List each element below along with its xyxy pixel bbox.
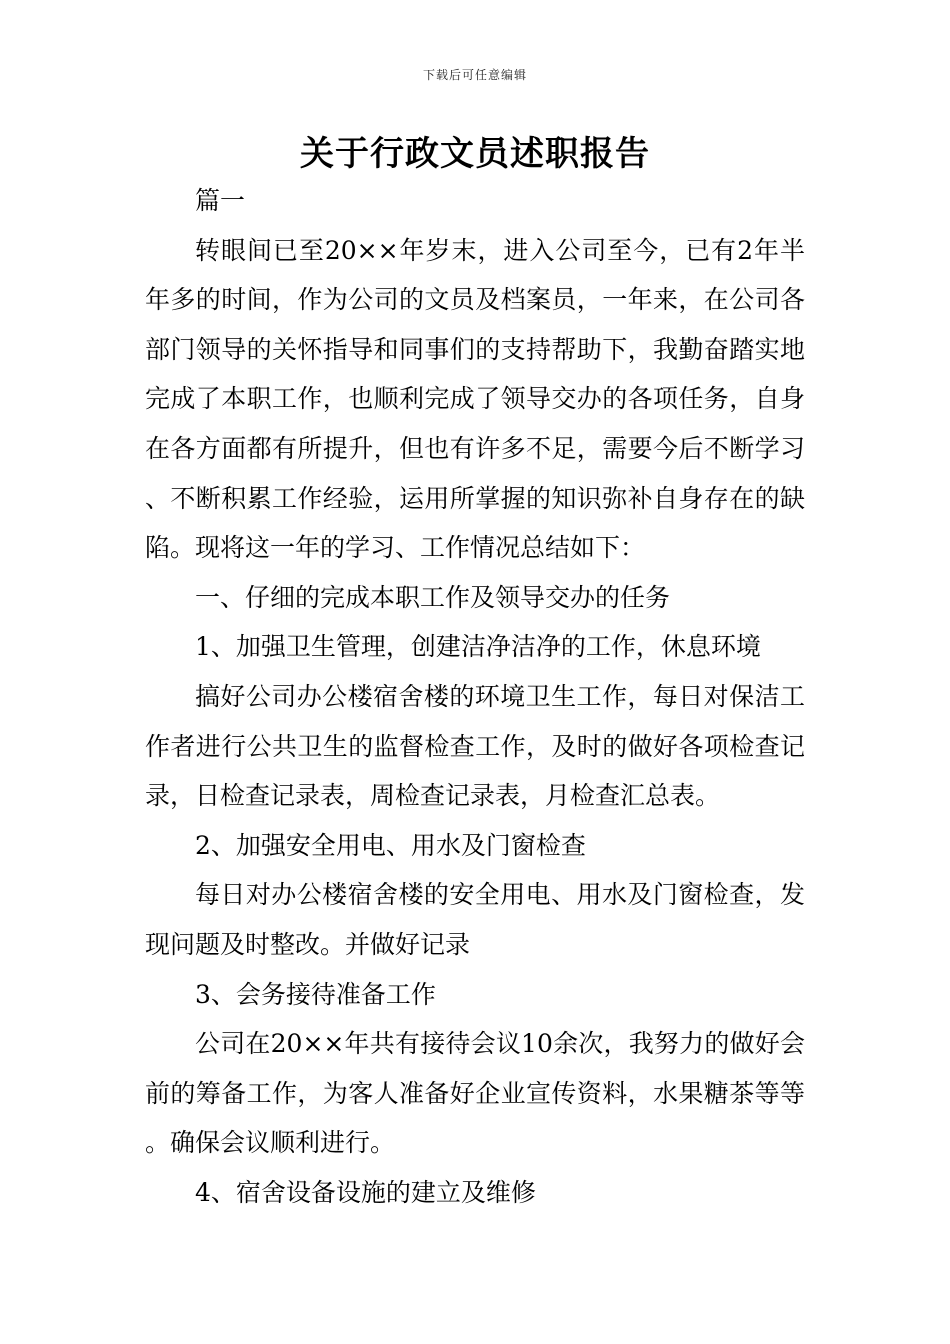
header-note: 下载后可任意编辑 <box>422 68 527 82</box>
subsection-heading: 3、会务接待准备工作 <box>195 979 436 1009</box>
document-title: 关于行政文员述职报告 <box>300 134 650 174</box>
paragraph: 转眼间已至20××年岁末，进入公司至今，已有2年半年多的时间，作为公司的文员及档案员，一年来，在公司各部门领导的关怀指导和同事们的支持帮助下，我勤奋踏实地完成了本职工作，也顺利完成了领导交办的各项任务，自身在各方面都有所提升，但也有许多不足，需要今后不断学习、不断积累工作经验，运用所掌握的知识弥补自身存在的缺陷。现将这一年的学习、工作情况总结如下： <box>145 235 805 563</box>
document-body <box>145 176 805 1217</box>
paragraph: 搞好公司办公楼宿舍楼的环境卫生工作，每日对保洁工作者进行公共卫生的监督检查工作，及时的做好各项检查记录，日检查记录表，周检查记录表，月检查汇总表。 <box>145 681 805 811</box>
subsection-heading: 4、宿舍设备设施的建立及维修 <box>195 1177 536 1207</box>
subsection-heading: 2、加强安全用电、用水及门窗检查 <box>195 830 586 860</box>
subsection-heading: 1、加强卫生管理，创建洁净洁净的工作，休息环境 <box>195 632 761 662</box>
section-label: 篇一 <box>195 186 246 215</box>
paragraph: 每日对办公楼宿舍楼的安全用电、用水及门窗检查，发现问题及时整改。并做好记录 <box>145 880 805 959</box>
paragraph: 公司在20××年共有接待会议10余次，我努力的做好会前的筹备工作，为客人准备好企业宣传资料，水果糖茶等等。确保会议顺利进行。 <box>145 1029 805 1158</box>
section-heading: 一、仔细的完成本职工作及领导交办的任务 <box>195 582 671 612</box>
